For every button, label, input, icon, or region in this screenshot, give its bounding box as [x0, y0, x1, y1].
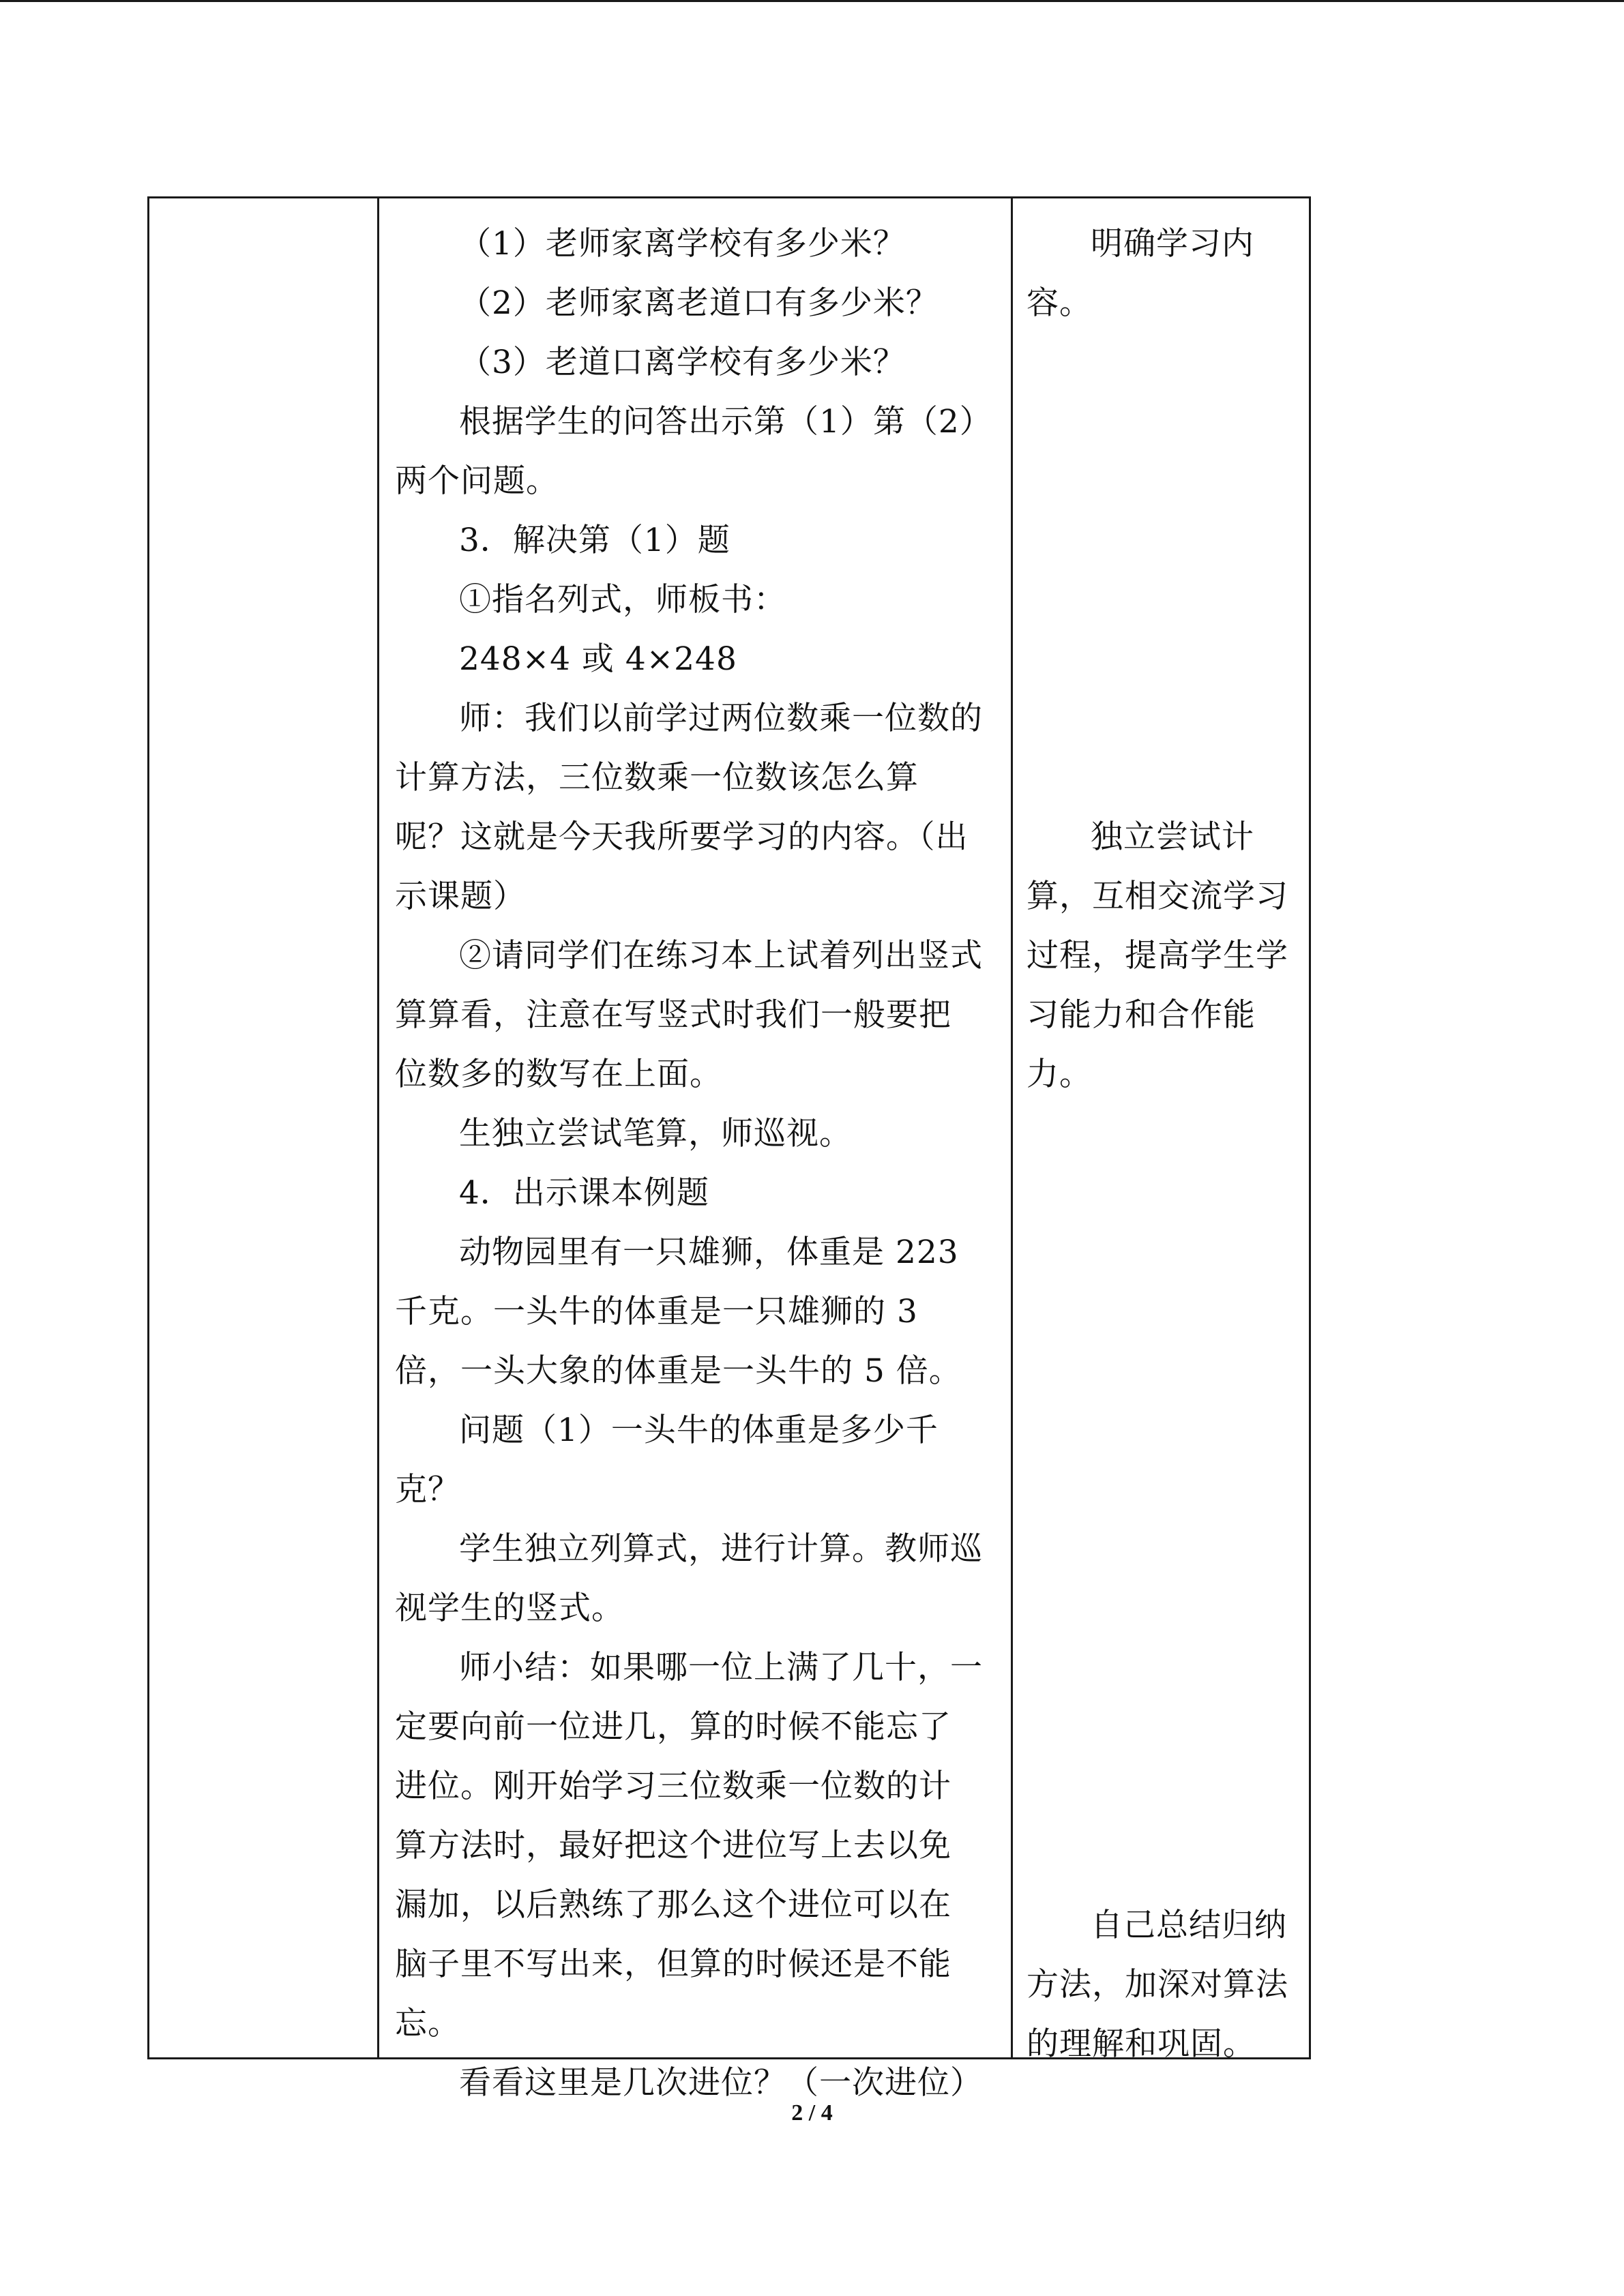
- carry-question-text: 看看这里是几次进位？（一次进位）: [459, 2064, 983, 2102]
- question-1: （1）老师家离学校有多少米？: [459, 225, 906, 263]
- show-questions-text: 根据学生的问答出示第（1）第（2）两个问题。: [395, 403, 977, 500]
- step-3-heading: 3．解决第（1）题: [459, 522, 730, 559]
- example-problem-text: 动物园里有一只雄狮，体重是 223 千克。一头牛的体重是一只雄狮的 3 倍，一头大象的体重是一头牛的 5 倍。: [395, 1234, 970, 1390]
- page-number: 2 / 4: [791, 2100, 833, 2126]
- teacher-summary-text: 师小结：如果哪一位上满了几十，一定要向前一位进几，算的时候不能忘了进位。刚开始学习三位数乘一位数的计算方法时，最好把这个进位写上去以免漏加，以后熟练了那么这个进位可以在脑子里不写出来，但算的时候还是不能忘。: [395, 1649, 983, 2042]
- vertical-format-instruction: ②请同学们在练习本上试着列出竖式算算看，注意在写竖式时我们一般要把位数多的数写在上面。: [395, 937, 983, 1093]
- design-note-2: 独立尝试计算，互相交流学习过程，提高学生学习能力和合作能力。: [1027, 818, 1288, 1093]
- equation-text: 248×4 或 4×248: [459, 640, 737, 678]
- top-border-line: [0, 0, 1624, 2]
- student-practice-text: 生独立尝试笔算，师巡视。: [459, 1115, 852, 1152]
- design-note-1: 明确学习内容。: [1027, 225, 1254, 322]
- step-4-heading: 4．出示课本例题: [459, 1174, 709, 1212]
- design-note-3: 自己总结归纳方法，加深对算法的理解和巩固。: [1027, 1907, 1288, 2063]
- question-ox-weight: 问题（1）一头牛的体重是多少千克？: [395, 1412, 939, 1508]
- teacher-intro-text: 师：我们以前学过两位数乘一位数的计算方法，三位数乘一位数该怎么算呢？这就是今天我所要学习的内容。（出示课题）: [395, 700, 983, 915]
- teaching-process-content: [379, 214, 1011, 2113]
- design-intent-column: [1013, 198, 1309, 2063]
- teaching-process-column: [379, 198, 1013, 2102]
- student-calculation-text: 学生独立列算式，进行计算。教师巡视学生的竖式。: [395, 1530, 983, 1627]
- question-3: （3）老道口离学校有多少米？: [459, 344, 906, 381]
- lesson-plan-table: [147, 196, 1311, 2102]
- step-3-instruction: ①指名列式，师板书：: [459, 581, 786, 618]
- stage-column: [149, 198, 379, 2057]
- question-2: （2）老师家离老道口有多少米？: [459, 284, 939, 322]
